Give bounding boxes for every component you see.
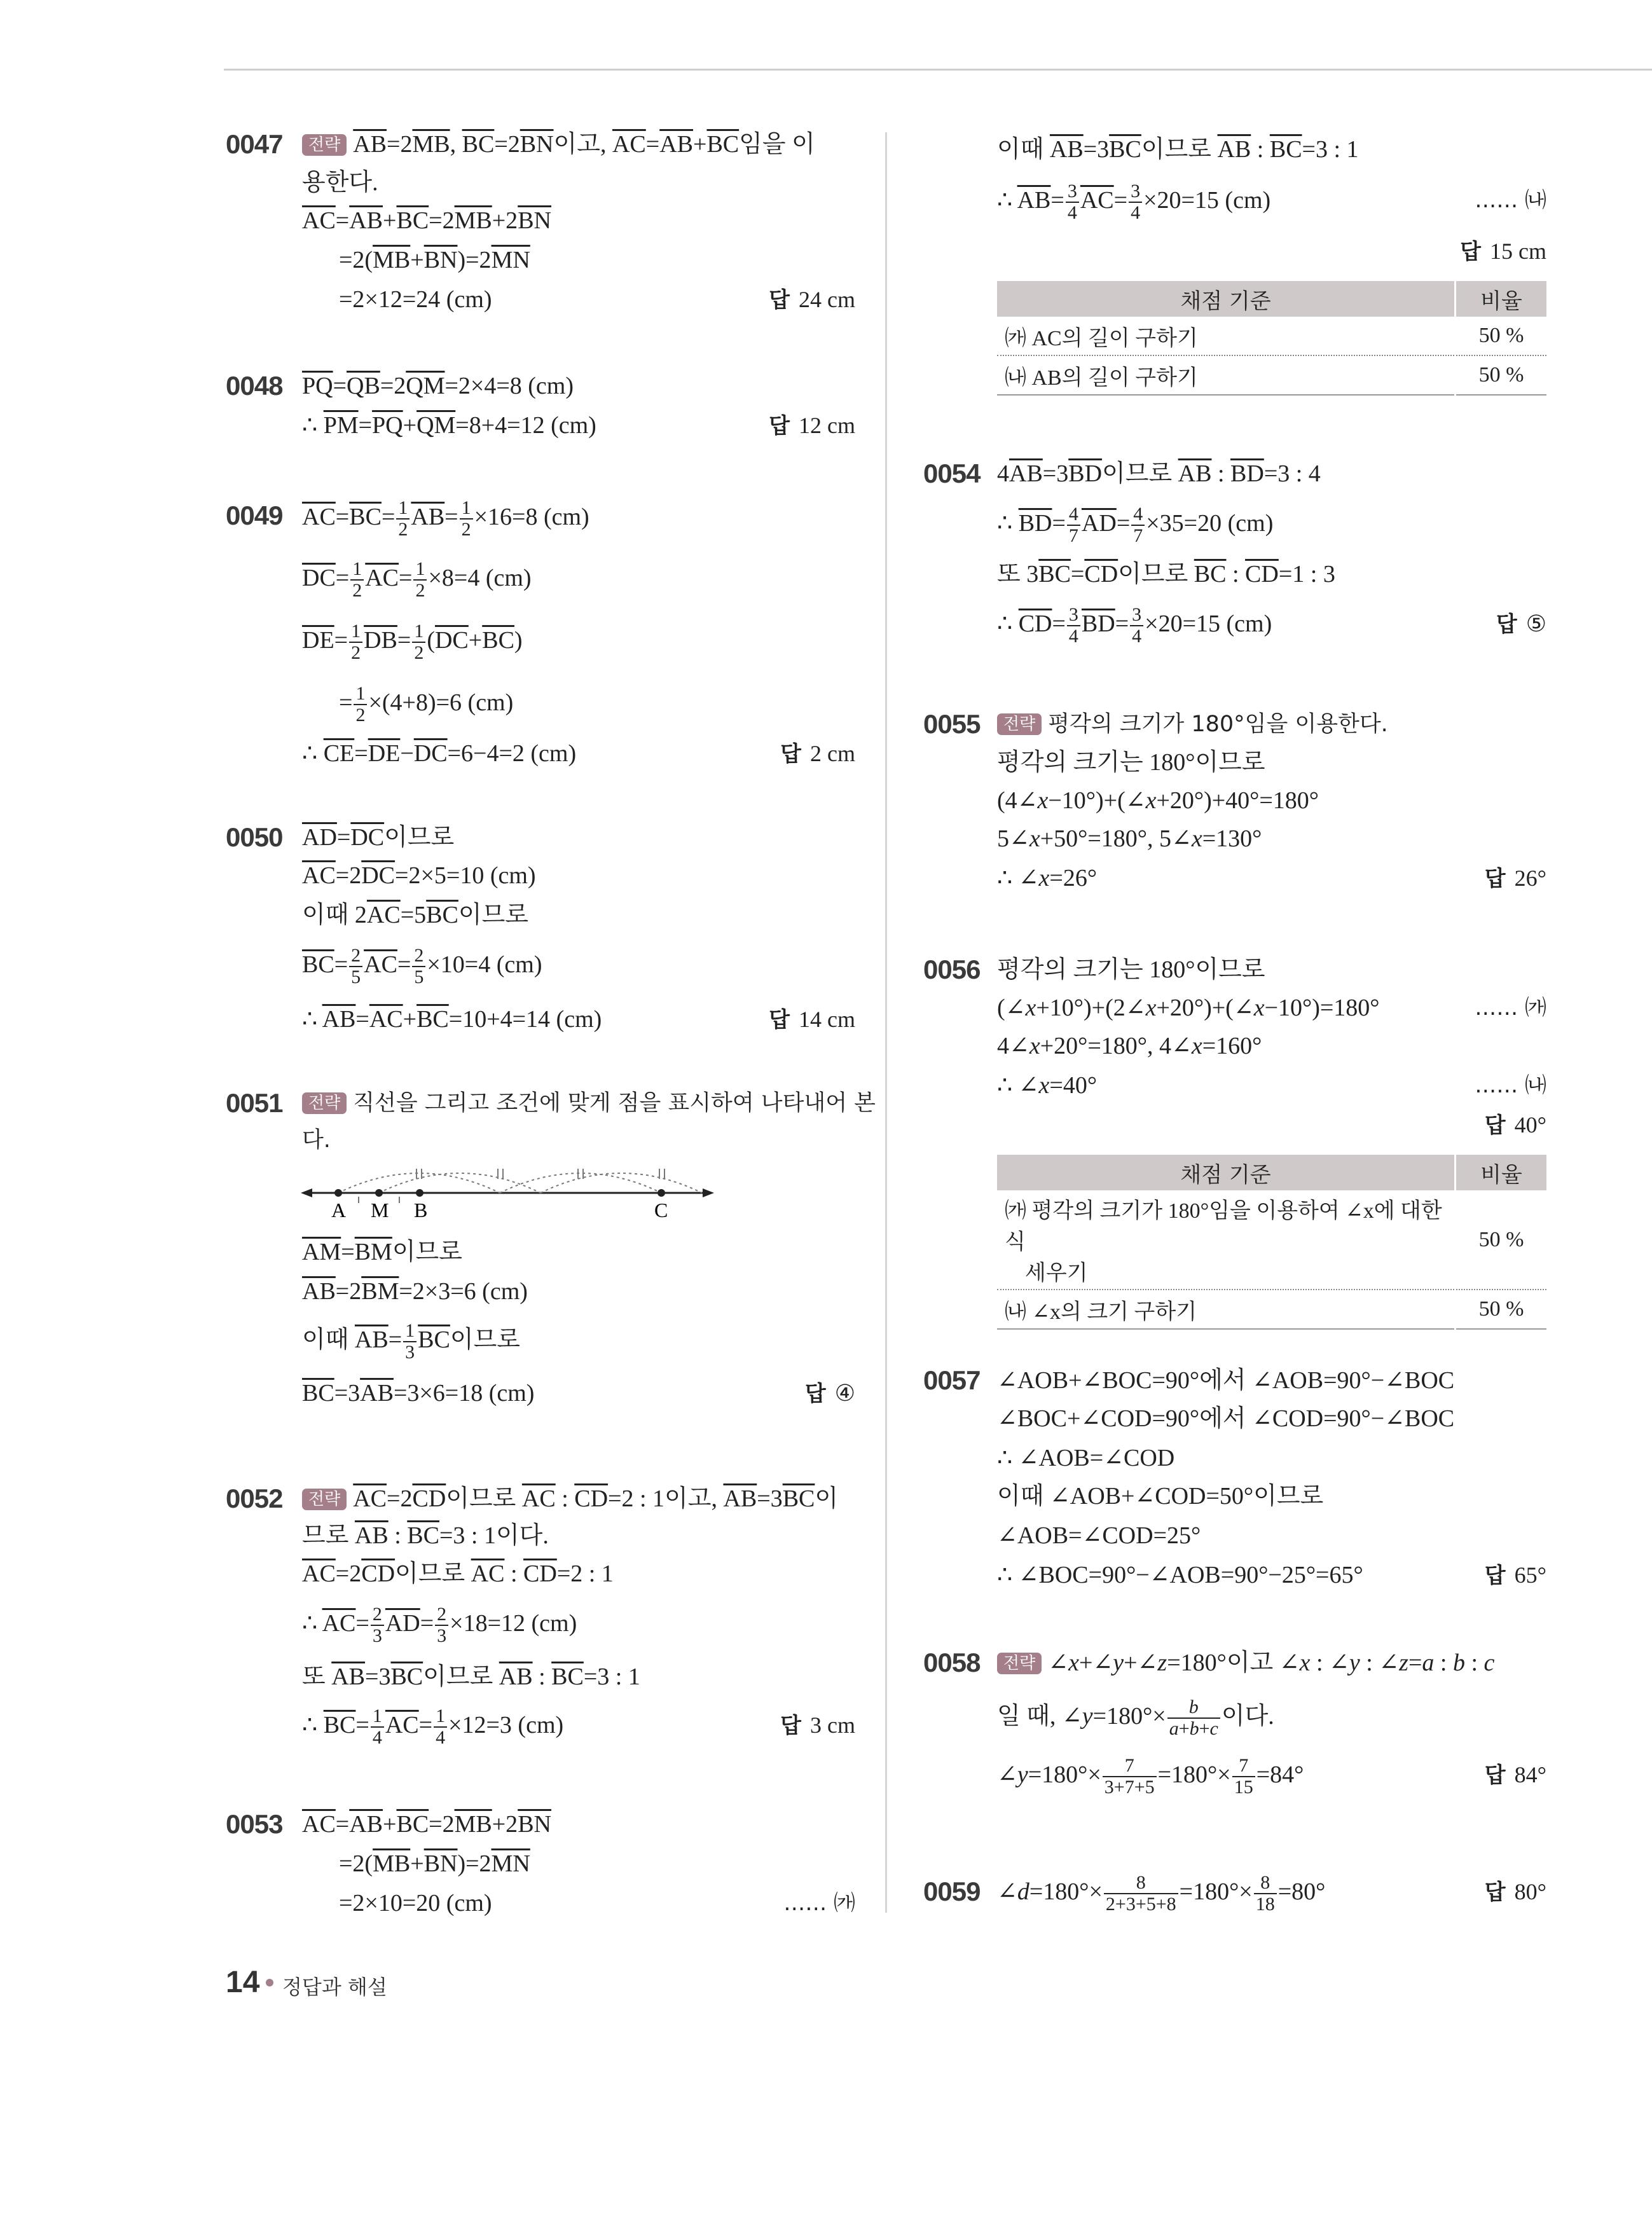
answer: 답 26°: [1484, 865, 1546, 891]
solution-line: 또 $\overline{AB}=3\overline{BC}$이므로 $\overline{AB}$ : $\overline{BC}=3$ : 1: [302, 1663, 640, 1690]
solution-line: ∠d=180°× $\frac{8}{2+3+5+8}$ =180°× $\frac{8}{18}$ =80°: [997, 1872, 1326, 1915]
answer: 답 84°: [1484, 1762, 1546, 1788]
label-c: C: [654, 1199, 668, 1222]
solution-line: 일 때, ∠y=180°× $\frac{b}{a+b+c}$ 이다.: [997, 1697, 1274, 1740]
solution-line: =2×12=24 (cm): [339, 286, 492, 313]
solution-line: 전략 $\overline{AC}=2\overline{CD}$이므로 $\overline{AC}$ : $\overline{CD}=2$ : 1이고, $\overline{AB}=3\overline{BC}$이: [302, 1483, 838, 1515]
top-rule: [224, 69, 1652, 71]
solution-line: ∴ $\overline{CD}=$ $\frac{3}{4}$ $\overline{BD}=$ $\frac{3}{4}$ ×20=15 (cm): [997, 604, 1272, 647]
table-cell: 50 %: [1456, 1290, 1547, 1329]
answer: 답 40°: [1484, 1112, 1546, 1138]
solution-line: 이때 $2\overline{AC}=5\overline{BC}$이므로: [302, 902, 528, 928]
table-cell: 50 %: [1456, 355, 1547, 395]
arc-4: [540, 1173, 702, 1193]
answer: 답 2 cm: [780, 741, 855, 767]
strategy-tag: 전략: [302, 134, 347, 156]
problem-number: 0056: [923, 954, 981, 984]
solution-line: 5∠x+50°=180°, 5∠x=130°: [997, 825, 1262, 852]
solution-line: ∴ $\overline{AB}=\overline{AC}+\overline{BC}=10+4=14$ (cm): [302, 1006, 602, 1033]
solution-line: $\overline{AM}=\overline{BM}$이므로: [302, 1239, 462, 1265]
page-number: 14: [226, 1965, 260, 1999]
solution-line: ∴ ∠BOC=90°−∠AOB=90°−25°=65°: [997, 1562, 1363, 1588]
answer: 답 ⑤: [1496, 611, 1546, 637]
solution-line: $\overline{AC}=\overline{BC}=$ $\frac{1}{2}$ $\overline{AB}=$ $\frac{1}{2}$ ×16=8 (cm): [302, 497, 589, 540]
solution-line: ∴ ∠AOB=∠COD: [997, 1445, 1175, 1471]
answer: 답 3 cm: [780, 1712, 855, 1738]
point-m: [375, 1189, 383, 1197]
solution-line: ∠AOB=∠COD=25°: [997, 1522, 1201, 1549]
table-cell: ㈎ AC의 길이 구하기: [997, 317, 1456, 355]
solution-line: $\overline{AC}=2\overline{DC}=2\times 5=10$ (cm): [302, 862, 536, 889]
table-header: 비율: [1456, 1155, 1547, 1190]
point-c: [657, 1189, 665, 1197]
label-b: B: [414, 1199, 428, 1222]
solution-line: ∴ ∠x=26°: [997, 865, 1098, 891]
point-a: [334, 1189, 342, 1197]
solution-line: $\overline{AC}=2\overline{CD}$이므로 $\overline{AC}$ : $\overline{CD}=2$ : 1: [302, 1560, 614, 1587]
solution-line: $\overline{BC}=$ $\frac{2}{5}$ $\overline{AC}=$ $\frac{2}{5}$ ×10=4 (cm): [302, 945, 542, 988]
solution-line: ∴ $\overline{BC}=$ $\frac{1}{4}$ $\overline{AC}=$ $\frac{1}{4}$ ×12=3 (cm): [302, 1705, 564, 1749]
solution-line: (4∠x−10°)+(∠x+20°)+40°=180°: [997, 787, 1319, 814]
solution-line: =2×10=20 (cm): [339, 1890, 492, 1917]
problem-number: 0055: [923, 709, 981, 739]
label-a: A: [331, 1199, 347, 1222]
table-header: 채점 기준: [997, 1155, 1456, 1190]
solution-line: ∠y=180°× $\frac{7}{3+7+5}$ =180°× $\frac{7}{15}$ =84°: [997, 1755, 1304, 1798]
solution-line: $\overline{AC}=\overline{AB}+\overline{BC}=2\overline{MB}+2\overline{BN}$: [302, 1811, 551, 1838]
solution-line: ∠AOB+∠BOC=90°에서 ∠AOB=90°−∠BOC: [997, 1367, 1455, 1394]
solution-line: $\overline{AC}=\overline{AB}+\overline{BC}=2\overline{MB}+2\overline{BN}$: [302, 207, 551, 234]
label-m: M: [371, 1199, 389, 1222]
solution-line: 전략 직선을 그리고 조건에 맞게 점을 표시하여 나타내어 본: [302, 1087, 876, 1119]
solution-line: $=2(\overline{MB}+\overline{BN})=2\overline{MN}$: [339, 1850, 530, 1877]
solution-line: 이때 ∠AOB+∠COD=50°이므로: [997, 1483, 1324, 1510]
answer: 답 65°: [1484, 1562, 1546, 1588]
footer-dot: [266, 1979, 273, 1986]
step-marker: …… ㈎: [783, 1890, 855, 1916]
solution-line: 또 $3\overline{BC}=\overline{CD}$이므로 $\overline{BC}$ : $\overline{CD}=1$ : 3: [997, 561, 1335, 588]
step-marker: …… ㈏: [1475, 1073, 1546, 1098]
number-line-figure: [301, 1156, 759, 1226]
answer: 답 14 cm: [769, 1007, 855, 1033]
table-cell: ㈎ 평각의 크기가 180°임을 이용하여 ∠x에 대한 식 세우기: [997, 1190, 1456, 1290]
strategy-tag: 전략: [997, 713, 1042, 735]
solution-line: $\overline{BC}=3\overline{AB}=3\times 6=18$ (cm): [302, 1380, 535, 1407]
problem-number: 0054: [923, 458, 981, 488]
solution-line: $\overline{DC}=$ $\frac{1}{2}$ $\overline{AC}=$ $\frac{1}{2}$ ×8=4 (cm): [302, 558, 532, 602]
solution-line: 4∠x+20°=180°, 4∠x=160°: [997, 1033, 1262, 1059]
solution-line: ∴ $\overline{PM}=\overline{PQ}+\overline{QM}=8+4=12$ (cm): [302, 412, 596, 439]
table-cell: 50 %: [1456, 1190, 1547, 1290]
arrow-left: [301, 1188, 312, 1197]
answer: 답 24 cm: [769, 287, 855, 313]
problem-number: 0050: [226, 822, 283, 852]
answer: 답 15 cm: [1460, 238, 1546, 265]
grading-table: [997, 1155, 1546, 1330]
problem-number: 0057: [923, 1365, 981, 1395]
solution-line: $=2(\overline{MB}+\overline{BN})=2\overline{MN}$: [339, 247, 530, 273]
solution-line: ∴ $\overline{BD}=$ $\frac{4}{7}$ $\overline{AD}=$ $\frac{4}{7}$ ×35=20 (cm): [997, 504, 1274, 547]
strategy-tag: 전략: [997, 1653, 1042, 1674]
solution-line: 이때 $\overline{AB}=3\overline{BC}$이므로 $\overline{AB}$ : $\overline{BC}=3$ : 1: [997, 136, 1359, 163]
problem-number: 0048: [226, 371, 283, 401]
problem-number: 0052: [226, 1483, 283, 1513]
solution-line: 전략 평각의 크기가 180°임을 이용한다.: [997, 708, 1388, 740]
problem-number: 0053: [226, 1809, 283, 1839]
solution-line: ∴ $\overline{CE}=\overline{DE}-\overline{DC}=6-4=2$ (cm): [302, 740, 577, 767]
problem-number: 0049: [226, 500, 283, 530]
problem-number: 0047: [226, 129, 283, 159]
table-header: 비율: [1456, 281, 1547, 317]
solution-line: 용한다.: [302, 169, 378, 196]
footer-title: 정답과 해설: [282, 1975, 387, 1999]
strategy-tag: 전략: [302, 1489, 347, 1510]
point-b: [416, 1189, 423, 1197]
solution-line: (∠x+10°)+(2∠x+20°)+(∠x−10°)=180°: [997, 995, 1380, 1021]
problem-number: 0059: [923, 1876, 981, 1906]
step-marker: …… ㈏: [1475, 188, 1546, 213]
arrow-right: [703, 1188, 714, 1197]
solution-line: $\overline{DE}=$ $\frac{1}{2}$ $\overline{DB}=$ $\frac{1}{2}$ $(\overline{DC}+\overline{BC})$: [302, 621, 523, 664]
column-divider: [885, 132, 887, 1913]
solution-line: 전략 $\overline{AB}=2\overline{MB}$, $\overline{BC}=2\overline{BN}$이고, $\overline{AC}=\overline{AB}+\overline{BC}$임을 이: [302, 128, 815, 160]
answer: 답 ④: [804, 1380, 855, 1407]
problem-number: 0051: [226, 1088, 283, 1118]
arc-3: [379, 1173, 540, 1193]
solution-line: ∠BOC+∠COD=90°에서 ∠COD=90°−∠BOC: [997, 1405, 1455, 1432]
step-marker: …… ㈎: [1475, 995, 1546, 1021]
solution-line: = $\frac{1}{2}$ ×(4+8)=6 (cm): [339, 683, 514, 726]
table-cell: ㈏ ∠x의 크기 구하기: [997, 1290, 1456, 1329]
table-cell: 50 %: [1456, 317, 1547, 355]
solution-line: $\overline{AB}=2\overline{BM}=2\times 3=6$ (cm): [302, 1278, 528, 1305]
grading-table: [997, 281, 1546, 396]
solution-line: 전략 ∠x+∠y+∠z=180°이고 ∠x : ∠y : ∠z=a : b : c: [997, 1647, 1494, 1679]
solution-line: ∴ $\overline{AC}=$ $\frac{2}{3}$ $\overline{AD}=$ $\frac{2}{3}$ ×18=12 (cm): [302, 1604, 577, 1647]
solution-line: $\overline{PQ}=\overline{QB}=2\overline{QM}=2\times 4=8$ (cm): [302, 373, 574, 399]
solution-line: 다.: [302, 1127, 331, 1153]
table-cell: ㈏ AB의 길이 구하기: [997, 355, 1456, 395]
table-header: 채점 기준: [997, 281, 1456, 317]
arc-2: [500, 1173, 661, 1193]
solution-line: 평각의 크기는 180°이므로: [997, 749, 1265, 776]
solution-line: 평각의 크기는 180°이므로: [997, 956, 1265, 983]
solution-line: ∴ ∠x=40°: [997, 1072, 1098, 1099]
solution-line: ∴ $\overline{AB}=$ $\frac{3}{4}$ $\overline{AC}=$ $\frac{3}{4}$ ×20=15 (cm): [997, 181, 1271, 224]
answer: 답 80°: [1484, 1879, 1546, 1905]
solution-line: 므로 $\overline{AB}$ : $\overline{BC}=3$ : 1이다.: [302, 1522, 549, 1549]
answer: 답 12 cm: [769, 413, 855, 439]
problem-number: 0058: [923, 1648, 981, 1677]
solution-line: 이때 $\overline{AB}=$ $\frac{1}{3}$ $\overline{BC}$이므로: [302, 1320, 520, 1363]
solution-line: $\overline{AD}=\overline{DC}$이므로: [302, 824, 455, 851]
solution-line: $4\overline{AB}=3\overline{BD}$이므로 $\overline{AB}$ : $\overline{BD}=3$ : 4: [997, 460, 1321, 487]
strategy-tag: 전략: [302, 1092, 347, 1114]
